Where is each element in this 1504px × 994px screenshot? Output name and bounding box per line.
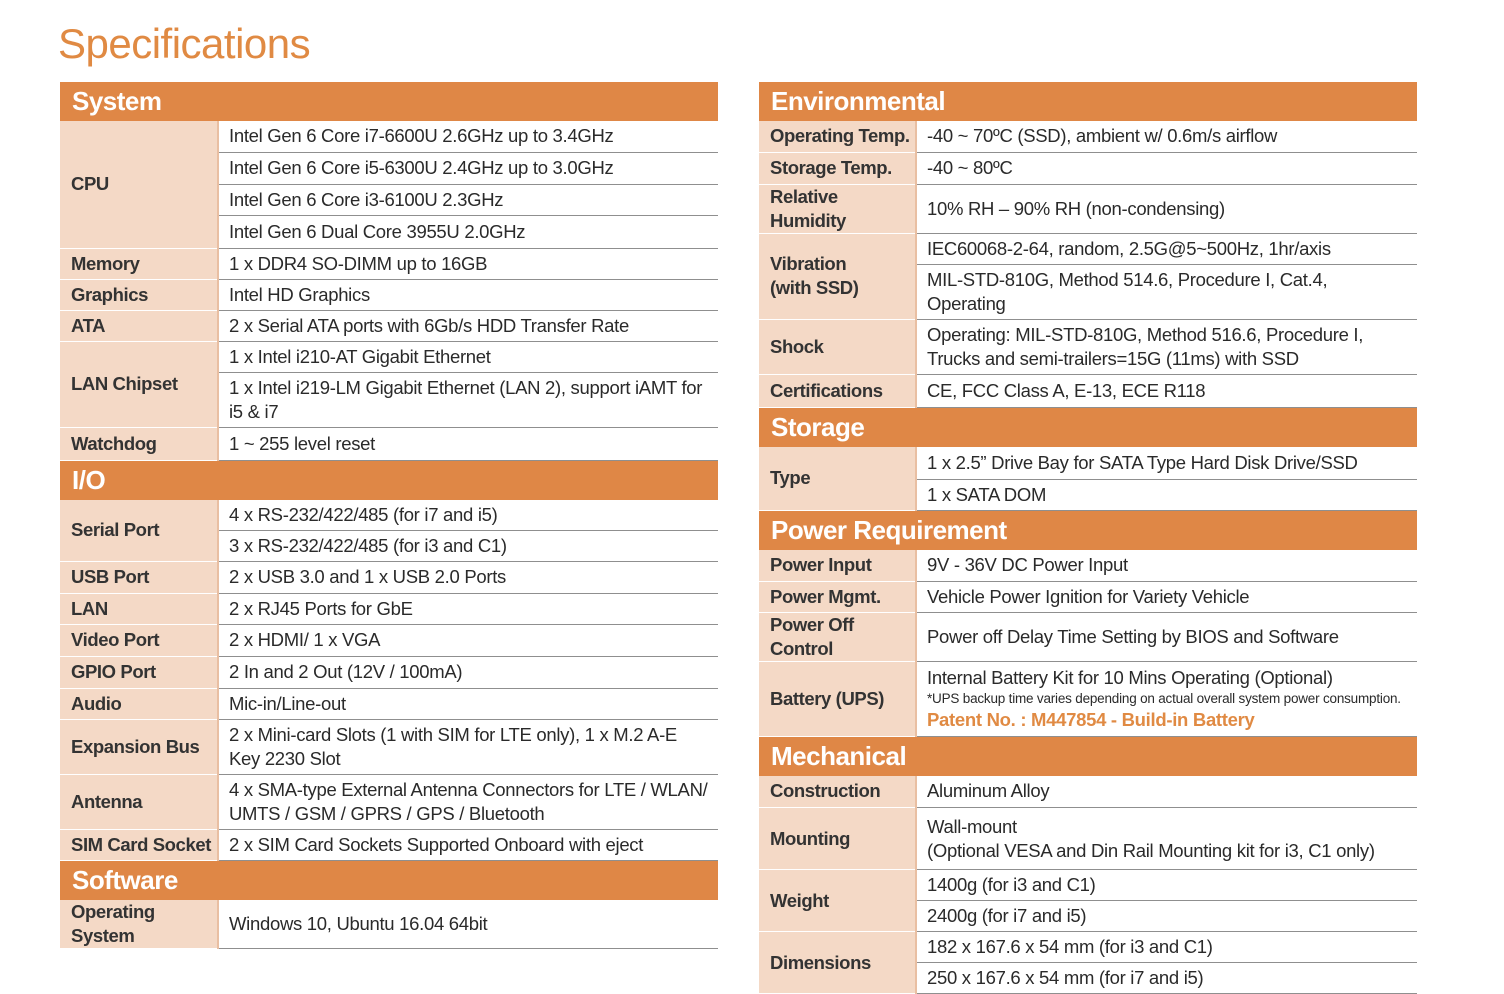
spec-label-power-off-control: Power Off Control bbox=[759, 612, 916, 661]
spec-label-lan: LAN bbox=[60, 593, 218, 624]
table-row bbox=[60, 248, 718, 279]
spec-value-text: Windows 10, Ubuntu 16.04 64bit bbox=[229, 912, 710, 936]
table-row bbox=[759, 233, 1417, 264]
table-row bbox=[759, 121, 1417, 152]
spec-label-ata: ATA bbox=[60, 310, 218, 341]
spec-value-text: 2 In and 2 Out (12V / 100mA) bbox=[229, 660, 710, 684]
spec-value-text: Power off Delay Time Setting by BIOS and Software bbox=[927, 625, 1409, 649]
section-header-mechanical: Mechanical bbox=[759, 737, 1417, 776]
patent-text: Patent No. : M447854 - Build-in Battery bbox=[927, 708, 1409, 732]
section-software bbox=[60, 861, 718, 949]
spec-label-operating-system: Operating System bbox=[60, 900, 218, 949]
table-row bbox=[759, 152, 1417, 184]
spec-value bbox=[218, 530, 718, 561]
spec-label-operating-temp: Operating Temp. bbox=[759, 121, 916, 152]
spec-value-text: 2 x USB 3.0 and 1 x USB 2.0 Ports bbox=[229, 565, 710, 589]
spec-value bbox=[916, 152, 1417, 184]
right-column bbox=[759, 82, 1417, 994]
spec-label-video-port: Video Port bbox=[60, 624, 218, 656]
spec-label-certifications: Certifications bbox=[759, 374, 916, 407]
spec-value bbox=[218, 593, 718, 624]
spec-label-type: Type bbox=[759, 447, 916, 511]
table-row bbox=[60, 719, 718, 774]
spec-value-text: Intel Gen 6 Core i7-6600U 2.6GHz up to 3.4GHz bbox=[229, 124, 710, 148]
spec-value bbox=[218, 656, 718, 688]
table-row bbox=[60, 624, 718, 656]
spec-value bbox=[916, 480, 1417, 511]
section-header-environmental: Environmental bbox=[759, 82, 1417, 121]
left-column bbox=[60, 82, 718, 949]
spec-value-text: 2 x Serial ATA ports with 6Gb/s HDD Transfer Rate bbox=[229, 314, 710, 338]
spec-value-text: Vehicle Power Ignition for Variety Vehicle bbox=[927, 585, 1409, 609]
table-row bbox=[60, 310, 718, 341]
spec-table bbox=[759, 447, 1417, 512]
spec-label-shock: Shock bbox=[759, 319, 916, 374]
spec-value-text: 1 x 2.5” Drive Bay for SATA Type Hard Disk Drive/SSD bbox=[927, 451, 1409, 475]
spec-label-construction: Construction bbox=[759, 776, 916, 808]
section-header-software: Software bbox=[60, 861, 718, 900]
table-row bbox=[759, 184, 1417, 233]
table-row bbox=[60, 341, 718, 372]
spec-value-text: 1 x SATA DOM bbox=[927, 483, 1409, 507]
table-row bbox=[759, 612, 1417, 661]
spec-label-cpu: CPU bbox=[60, 121, 218, 248]
spec-value-text: 1 x Intel i219-LM Gigabit Ethernet (LAN 2), support iAMT for i5 & i7 bbox=[229, 376, 710, 424]
spec-value bbox=[218, 427, 718, 460]
spec-label-storage-temp: Storage Temp. bbox=[759, 152, 916, 184]
spec-value-text: 4 x RS-232/422/485 (for i7 and i5) bbox=[229, 503, 710, 527]
spec-value-text: 1 x DDR4 SO-DIMM up to 16GB bbox=[229, 252, 710, 276]
table-row bbox=[759, 661, 1417, 736]
spec-value bbox=[916, 808, 1417, 870]
spec-value bbox=[916, 550, 1417, 581]
table-row bbox=[759, 319, 1417, 374]
table-row bbox=[60, 427, 718, 460]
section-mechanical bbox=[759, 737, 1417, 994]
spec-table bbox=[60, 500, 718, 861]
spec-label-power-mgmt: Power Mgmt. bbox=[759, 581, 916, 612]
spec-value-text: Internal Battery Kit for 10 Mins Operating (Optional) bbox=[927, 666, 1409, 690]
spec-value-text: IEC60068-2-64, random, 2.5G@5~500Hz, 1hr/axis bbox=[927, 237, 1409, 261]
spec-table bbox=[60, 121, 718, 461]
spec-value bbox=[218, 372, 718, 427]
spec-value-text: Mic-in/Line-out bbox=[229, 692, 710, 716]
spec-label-audio: Audio bbox=[60, 688, 218, 719]
table-row bbox=[60, 900, 718, 949]
spec-value bbox=[916, 963, 1417, 994]
table-row bbox=[759, 447, 1417, 480]
spec-value-text: Intel HD Graphics bbox=[229, 283, 710, 307]
spec-value-text: 182 x 167.6 x 54 mm (for i3 and C1) bbox=[927, 935, 1409, 959]
spec-note: *UPS backup time varies depending on actual overall system power consumption. bbox=[927, 690, 1409, 708]
spec-label-battery-ups: Battery (UPS) bbox=[759, 661, 916, 736]
spec-value-text: 3 x RS-232/422/485 (for i3 and C1) bbox=[229, 534, 710, 558]
spec-value bbox=[916, 581, 1417, 612]
spec-value bbox=[916, 612, 1417, 661]
spec-value-text: 1 x Intel i210-AT Gigabit Ethernet bbox=[229, 345, 710, 369]
spec-value-text: 2 x Mini-card Slots (1 with SIM for LTE only), 1 x M.2 A-E Key 2230 Slot bbox=[229, 723, 710, 771]
spec-value bbox=[916, 319, 1417, 374]
spec-value bbox=[916, 121, 1417, 152]
spec-value bbox=[218, 215, 718, 248]
spec-value bbox=[218, 688, 718, 719]
spec-value bbox=[916, 233, 1417, 264]
table-row bbox=[759, 374, 1417, 407]
spec-value-text: MIL-STD-810G, Method 514.6, Procedure I, Cat.4, Operating bbox=[927, 268, 1409, 316]
spec-label-vibration-with-ssd: Vibration (with SSD) bbox=[759, 233, 916, 319]
spec-value bbox=[218, 121, 718, 152]
spec-value-text: 10% RH – 90% RH (non-condensing) bbox=[927, 197, 1409, 221]
spec-label-power-input: Power Input bbox=[759, 550, 916, 581]
spec-value-text: Intel Gen 6 Dual Core 3955U 2.0GHz bbox=[229, 220, 710, 244]
spec-label-antenna: Antenna bbox=[60, 774, 218, 829]
table-row bbox=[759, 870, 1417, 901]
spec-label-mounting: Mounting bbox=[759, 808, 916, 870]
spec-value-text: 2400g (for i7 and i5) bbox=[927, 904, 1409, 928]
spec-value-text: 1 ~ 255 level reset bbox=[229, 432, 710, 456]
spec-value bbox=[218, 500, 718, 531]
spec-value bbox=[916, 184, 1417, 233]
section-power-requirement bbox=[759, 511, 1417, 737]
table-row bbox=[60, 688, 718, 719]
spec-value-text: -40 ~ 70ºC (SSD), ambient w/ 0.6m/s airflow bbox=[927, 124, 1409, 148]
spec-value bbox=[218, 829, 718, 860]
table-row bbox=[759, 581, 1417, 612]
spec-value bbox=[218, 624, 718, 656]
spec-value bbox=[218, 184, 718, 215]
section-header-power-requirement: Power Requirement bbox=[759, 511, 1417, 550]
table-row bbox=[759, 776, 1417, 808]
spec-label-memory: Memory bbox=[60, 248, 218, 279]
section-header-i-o: I/O bbox=[60, 461, 718, 500]
table-row bbox=[60, 121, 718, 152]
table-row bbox=[60, 593, 718, 624]
spec-value-text: 1400g (for i3 and C1) bbox=[927, 873, 1409, 897]
spec-label-relative-humidity: Relative Humidity bbox=[759, 184, 916, 233]
spec-value-text: 9V - 36V DC Power Input bbox=[927, 553, 1409, 577]
spec-value bbox=[218, 900, 718, 949]
spec-value bbox=[218, 152, 718, 184]
spec-label-watchdog: Watchdog bbox=[60, 427, 218, 460]
section-i-o bbox=[60, 461, 718, 861]
spec-value-text: 4 x SMA-type External Antenna Connectors for LTE / WLAN/ UMTS / GSM / GPRS / GPS / Bluetooth bbox=[229, 778, 710, 826]
spec-value bbox=[218, 279, 718, 310]
spec-value-text: Aluminum Alloy bbox=[927, 779, 1409, 803]
spec-value bbox=[218, 719, 718, 774]
spec-table bbox=[759, 550, 1417, 737]
section-system bbox=[60, 82, 718, 461]
spec-value-text: CE, FCC Class A, E-13, ECE R118 bbox=[927, 379, 1409, 403]
spec-label-expansion-bus: Expansion Bus bbox=[60, 719, 218, 774]
spec-value bbox=[916, 776, 1417, 808]
table-row bbox=[759, 550, 1417, 581]
spec-label-serial-port: Serial Port bbox=[60, 500, 218, 562]
spec-value bbox=[916, 870, 1417, 901]
spec-value bbox=[218, 341, 718, 372]
spec-value bbox=[916, 447, 1417, 480]
section-header-storage: Storage bbox=[759, 408, 1417, 447]
spec-value bbox=[218, 248, 718, 279]
page-title: Specifications bbox=[58, 20, 310, 68]
spec-value-text: Intel Gen 6 Core i5-6300U 2.4GHz up to 3.0GHz bbox=[229, 156, 710, 180]
section-header-system: System bbox=[60, 82, 718, 121]
spec-label-sim-card-socket: SIM Card Socket bbox=[60, 829, 218, 860]
spec-value-text: 2 x HDMI/ 1 x VGA bbox=[229, 628, 710, 652]
section-storage bbox=[759, 408, 1417, 512]
spec-value bbox=[218, 774, 718, 829]
spec-value-text: 250 x 167.6 x 54 mm (for i7 and i5) bbox=[927, 966, 1409, 990]
table-row bbox=[759, 932, 1417, 963]
spec-table bbox=[759, 121, 1417, 408]
table-row bbox=[759, 808, 1417, 870]
table-row bbox=[60, 829, 718, 860]
spec-value bbox=[218, 561, 718, 593]
spec-value-text: Operating: MIL-STD-810G, Method 516.6, Procedure I, Trucks and semi-trailers=15G (11ms) with SSD bbox=[927, 323, 1409, 371]
spec-value-text: 2 x RJ45 Ports for GbE bbox=[229, 597, 710, 621]
table-row bbox=[60, 656, 718, 688]
table-row bbox=[60, 774, 718, 829]
spec-label-lan-chipset: LAN Chipset bbox=[60, 341, 218, 427]
spec-label-weight: Weight bbox=[759, 870, 916, 932]
spec-value bbox=[916, 374, 1417, 407]
spec-value bbox=[916, 932, 1417, 963]
spec-label-usb-port: USB Port bbox=[60, 561, 218, 593]
spec-value-text: 2 x SIM Card Sockets Supported Onboard with eject bbox=[229, 833, 710, 857]
spec-label-dimensions: Dimensions bbox=[759, 932, 916, 994]
spec-value-text: Intel Gen 6 Core i3-6100U 2.3GHz bbox=[229, 188, 710, 212]
section-environmental bbox=[759, 82, 1417, 408]
spec-value bbox=[916, 661, 1417, 736]
spec-value bbox=[916, 264, 1417, 319]
spec-table bbox=[759, 776, 1417, 994]
table-row bbox=[60, 500, 718, 531]
spec-table bbox=[60, 900, 718, 949]
spec-label-gpio-port: GPIO Port bbox=[60, 656, 218, 688]
spec-label-graphics: Graphics bbox=[60, 279, 218, 310]
spec-value-text: Wall-mount (Optional VESA and Din Rail Mounting kit for i3, C1 only) bbox=[927, 815, 1409, 863]
table-row bbox=[60, 279, 718, 310]
spec-value-text: -40 ~ 80ºC bbox=[927, 156, 1409, 180]
table-row bbox=[60, 561, 718, 593]
spec-value bbox=[218, 310, 718, 341]
spec-value bbox=[916, 901, 1417, 932]
